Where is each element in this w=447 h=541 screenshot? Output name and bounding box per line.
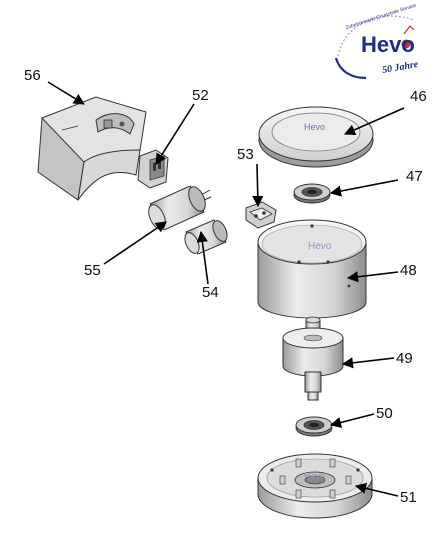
part-47-bearing — [294, 184, 330, 203]
part-49-rotor — [283, 317, 343, 400]
leader-47 — [331, 180, 398, 193]
watermark-bowl: Hevo — [308, 241, 332, 252]
part-label-46: 46 — [410, 88, 427, 105]
part-54-capacitor — [182, 219, 230, 256]
part-55-capacitor — [145, 184, 211, 231]
leader-50 — [331, 414, 374, 425]
part-label-56: 56 — [24, 67, 41, 84]
part-46-lid — [259, 107, 373, 167]
part-label-48: 48 — [400, 262, 417, 279]
part-label-52: 52 — [192, 87, 209, 104]
logo-anniversary: 50 Jahre — [381, 58, 420, 77]
logo-ring-text: Zubehörmarkt Ersatzteile Service — [344, 2, 418, 32]
leader-56 — [48, 82, 84, 104]
leader-49 — [343, 358, 394, 364]
part-label-54: 54 — [202, 284, 219, 301]
part-48-bowl — [258, 220, 366, 318]
part-label-47: 47 — [406, 168, 423, 185]
logo-wordmark: Hevo — [361, 32, 415, 57]
part-50-bearing — [296, 417, 332, 436]
watermark-base: Hevo — [304, 471, 326, 481]
part-label-49: 49 — [396, 350, 413, 367]
part-label-55: 55 — [84, 262, 101, 279]
part-label-50: 50 — [376, 405, 393, 422]
part-56-housing — [38, 97, 146, 200]
part-53-terminal — [246, 202, 276, 228]
leader-53 — [257, 164, 258, 206]
leader-52 — [156, 104, 194, 164]
part-label-51: 51 — [400, 489, 417, 506]
watermark-lid: Hevo — [304, 122, 326, 132]
part-52-switch — [138, 150, 168, 188]
part-label-53: 53 — [237, 146, 254, 163]
leader-55 — [104, 222, 166, 264]
part-51-base — [258, 454, 372, 518]
